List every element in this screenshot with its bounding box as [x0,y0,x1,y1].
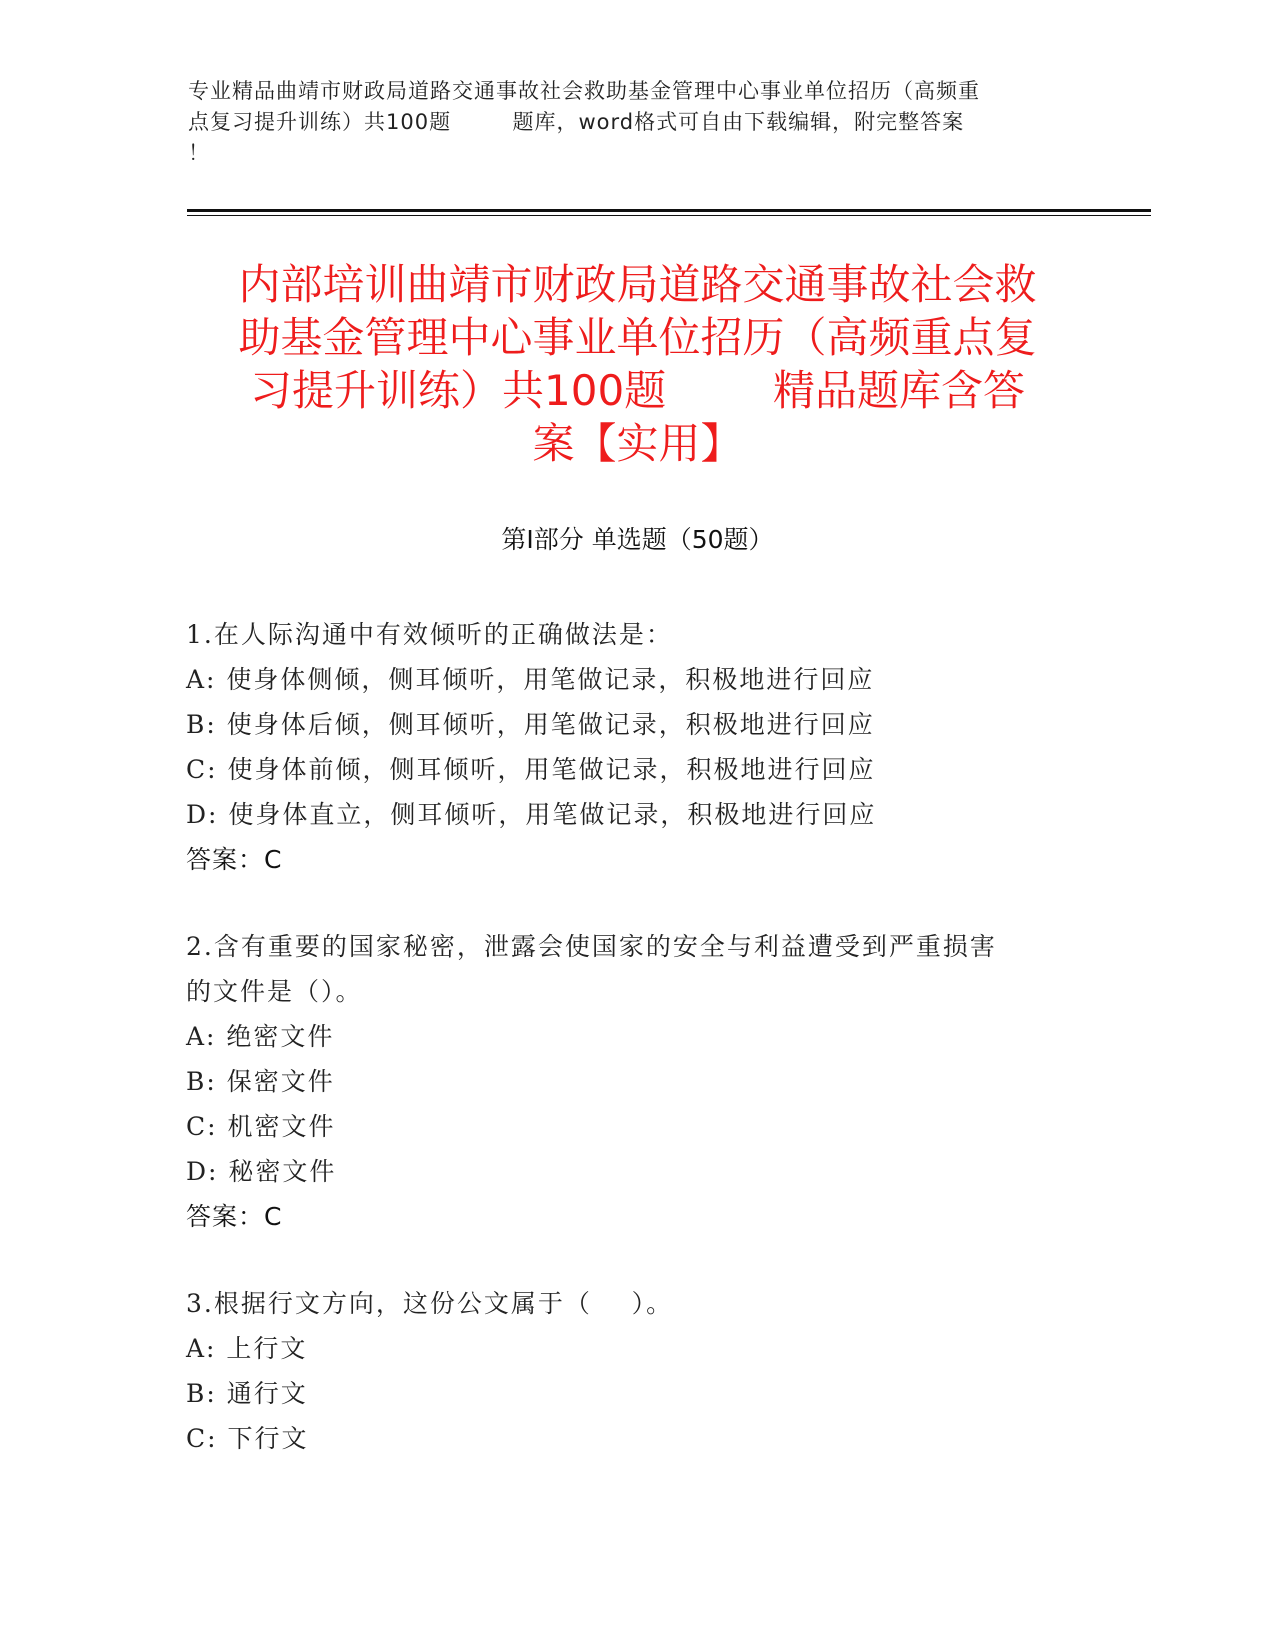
question-list [186,612,1086,1461]
header-note-line: ！ [188,141,210,165]
option-b: B: 使身体后倾，侧耳倾听，用笔做记录，积极地进行回应 [186,710,875,739]
option-a: A: 上行文 [186,1334,308,1363]
question-spacer [186,882,1086,924]
option-d: D: 使身体直立，侧耳倾听，用笔做记录，积极地进行回应 [186,800,877,829]
title-line: 内部培训曲靖市财政局道路交通事故社会救 [238,260,1037,309]
option-c: C: 下行文 [186,1424,309,1453]
question-stem: 的文件是（）。 [186,977,363,1006]
option-a: A: 使身体侧倾，侧耳倾听，用笔做记录，积极地进行回应 [186,665,875,694]
title-line: 习提升训练）共100题 精品题库含答 [250,366,1025,415]
header-note-line: 专业精品曲靖市财政局道路交通事故社会救助基金管理中心事业单位招历（高频重 [188,79,980,103]
option-b: B: 通行文 [186,1379,308,1408]
header-note-line: 点复习提升训练）共100题 题库，word格式可自由下载编辑，附完整答案 [188,110,965,134]
answer-line: 答案：C [186,1202,283,1231]
option-a: A: 绝密文件 [186,1022,335,1051]
title-line: 案【实用】 [532,419,743,468]
question-stem: 3.根据行文方向，这份公文属于（ ）。 [186,1289,674,1318]
question-2 [186,924,1086,1239]
question-stem: 2.含有重要的国家秘密，泄露会使国家的安全与利益遭受到严重损害 [186,932,997,961]
answer-line: 答案：C [186,845,283,874]
question-1 [186,612,1086,882]
document-title [180,258,1095,470]
option-d: D: 秘密文件 [186,1157,337,1186]
question-spacer [186,1239,1086,1281]
header-note [188,76,1088,169]
section-title: 第Ⅰ部分 单选题（50题） [501,525,774,554]
header-rule-thin [187,215,1151,216]
option-b: B: 保密文件 [186,1067,335,1096]
title-line: 助基金管理中心事业单位招历（高频重点复 [238,313,1037,362]
question-stem: 1.在人际沟通中有效倾听的正确做法是： [186,620,673,649]
question-3 [186,1281,1086,1461]
header-rule-thick [187,209,1151,212]
option-c: C: 使身体前倾，侧耳倾听，用笔做记录，积极地进行回应 [186,755,876,784]
option-c: C: 机密文件 [186,1112,336,1141]
